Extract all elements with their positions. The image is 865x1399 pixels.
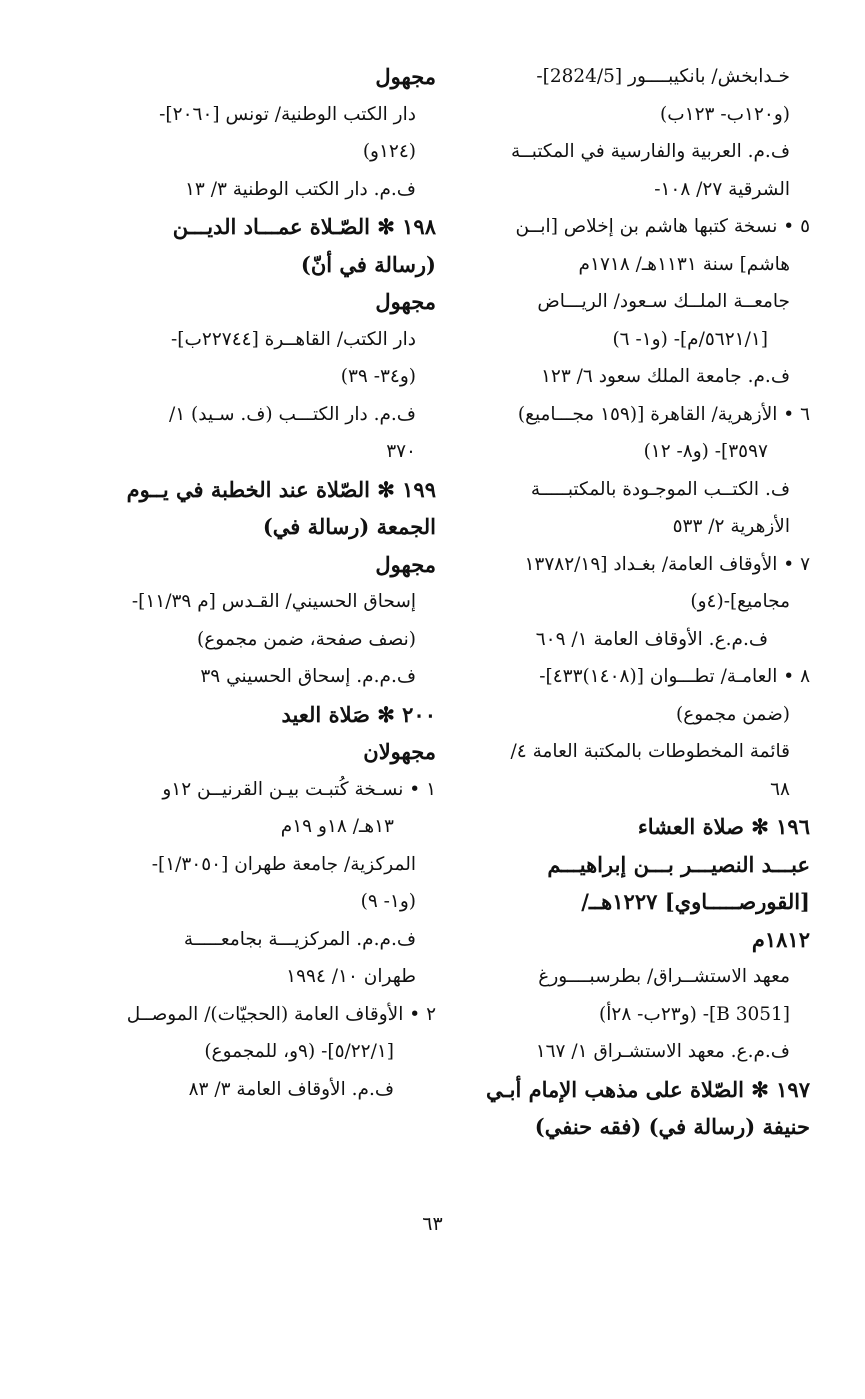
entry-line: [B 3051]- (و٢٣ب- ٢٨أ): [599, 1003, 790, 1025]
entry-line: ٨ • العامـة/ تطـــوان [(١٤٠٨)٤٣٣]-: [539, 666, 810, 687]
page-number: ٦٣: [422, 1213, 443, 1235]
entry-line: [٥٦٢١/١/م]- (و١- ٦): [612, 328, 768, 350]
entry-heading: ١٩٨ ✻ الصّـلاة عمـــاد الديـــن: [172, 214, 436, 239]
entry-line: ٦٨: [770, 778, 790, 800]
entry-line: ف.م. دار الكتب الوطنية ٣/ ١٣: [184, 178, 416, 200]
entry-author-or-title: مجهول: [375, 289, 436, 314]
entry-author-or-title: عبـــد النصيـــر بـــن إبراهيـــم: [547, 851, 810, 877]
entry-line: ٢ • الأوقاف العامة (الحجيّات)/ الموصــل: [126, 1003, 436, 1025]
entry-heading: ٢٠٠ ✻ صَلاة العيد: [281, 701, 436, 727]
entry-author-or-title: ١٨١٢م: [751, 926, 810, 952]
entry-line: ٣٥٩٧]- (و٨- ١٢): [643, 441, 768, 462]
entry-line: (نصف صفحة، ضمن مجموع): [197, 628, 416, 650]
entry-line: الأزهرية ٢/ ٥٣٣: [672, 516, 790, 537]
entry-line: ف.م.ع. الأوقاف العامة ١/ ٦٠٩: [535, 628, 768, 650]
entry-line: معهد الاستشــراق/ بطرسبــــورغ: [538, 966, 790, 987]
entry-line: ٦ • الأزهرية/ القاهرة [(١٥٩ مجـــاميع): [517, 403, 810, 425]
entry-line: (ضمن مجموع): [676, 703, 790, 725]
entry-line: الشرقية ٢٧/ ١٠٨-: [654, 178, 790, 200]
entry-line: هاشم] سنة ١١٣١هـ/ ١٧١٨م: [578, 253, 790, 275]
entry-line: خـدابخش/ بانكيبــــور [2824/5]-: [536, 66, 790, 87]
entry-line: إسحاق الحسيني/ القـدس [م ١١/٣٩]-: [131, 591, 416, 612]
entry-author-or-title: الجمعة (رسالة في): [262, 514, 436, 539]
entry-heading: ١٩٧ ✻ الصّلاة على مذهب الإمام أبـي: [485, 1076, 810, 1102]
entry-line: ٧ • الأوقاف العامة/ بغـداد [١٣٧٨٢/١٩: [524, 553, 810, 575]
entry-line: مجاميع]-(٤و): [690, 591, 790, 612]
entry-line: ف.م. دار الكتـــب (ف. سـيد) ١/: [169, 403, 416, 425]
entry-heading: ١٩٩ ✻ الصّلاة عند الخطبة في يــوم: [126, 476, 436, 502]
entry-line: جامعــة الملــك سـعود/ الريـــاض: [537, 291, 790, 312]
entry-author-or-title: مجهول: [375, 64, 436, 89]
entry-line: ١٣هـ/ ١٨و ١٩م: [280, 816, 394, 837]
entry-line: ف.م.م. إسحاق الحسيني ٣٩: [200, 666, 416, 687]
entry-line: ف.م.م. المركزيـــة بجامعـــــة: [183, 928, 416, 950]
entry-line: (و١- ٩): [360, 891, 416, 912]
entry-line: (و١٢٠ب- ١٢٣ب): [660, 103, 790, 125]
entry-author-or-title: حنيفة (رسالة في) (فقه حنفي): [534, 1114, 810, 1139]
entry-line: (١٢٤و): [362, 141, 416, 162]
entry-line: ١ • نسـخة كُتبـت بيـن القرنيــن ١٢و: [162, 778, 436, 800]
right-column: [458, 58, 810, 1146]
entry-line: دار الكتب الوطنية/ تونس [٢٠٦٠]-: [159, 103, 416, 125]
entry-line: دار الكتب/ القاهــرة [٢٢٧٤٤ب]-: [171, 328, 416, 350]
entry-line: ف. الكتــب الموجـودة بالمكتبـــــة: [530, 478, 790, 500]
entry-line: ف.م.ع. معهد الاستشـراق ١/ ١٦٧: [535, 1041, 790, 1062]
entry-heading: ١٩٦ ✻ صلاة العشاء: [637, 814, 810, 839]
entry-author-or-title: (رسالة في أنّ): [300, 251, 436, 277]
entry-author-or-title: [القورصـــــاوي] ١٢٢٧هــ/: [581, 889, 810, 914]
entry-line: ٣٧٠: [386, 441, 416, 462]
entry-author-or-title: مجهولان: [363, 739, 436, 764]
entry-line: قائمة المخطوطات بالمكتبة العامة ٤/: [510, 741, 790, 762]
entry-line: طهران ١٠/ ١٩٩٤: [286, 966, 416, 987]
entry-line: ف.م. الأوقاف العامة ٣/ ٨٣: [188, 1078, 394, 1100]
entry-line: ف.م. جامعة الملك سعود ٦/ ١٢٣: [540, 366, 790, 387]
entry-line: ٥ • نسخة كتبها هاشم بن إخلاص [ابــن: [515, 216, 810, 237]
entry-line: (و٣٤- ٣٩): [340, 366, 416, 387]
entry-line: [٥/٢٢/١]- (٩و، للمجموع): [204, 1041, 394, 1062]
entry-author-or-title: مجهول: [375, 551, 436, 577]
entry-line: ف.م. العربية والفارسية في المكتبــة: [511, 141, 790, 162]
left-column: [90, 58, 436, 1108]
entry-line: المركزية/ جامعة طهران [١/٣٠٥٠]-: [151, 853, 416, 875]
